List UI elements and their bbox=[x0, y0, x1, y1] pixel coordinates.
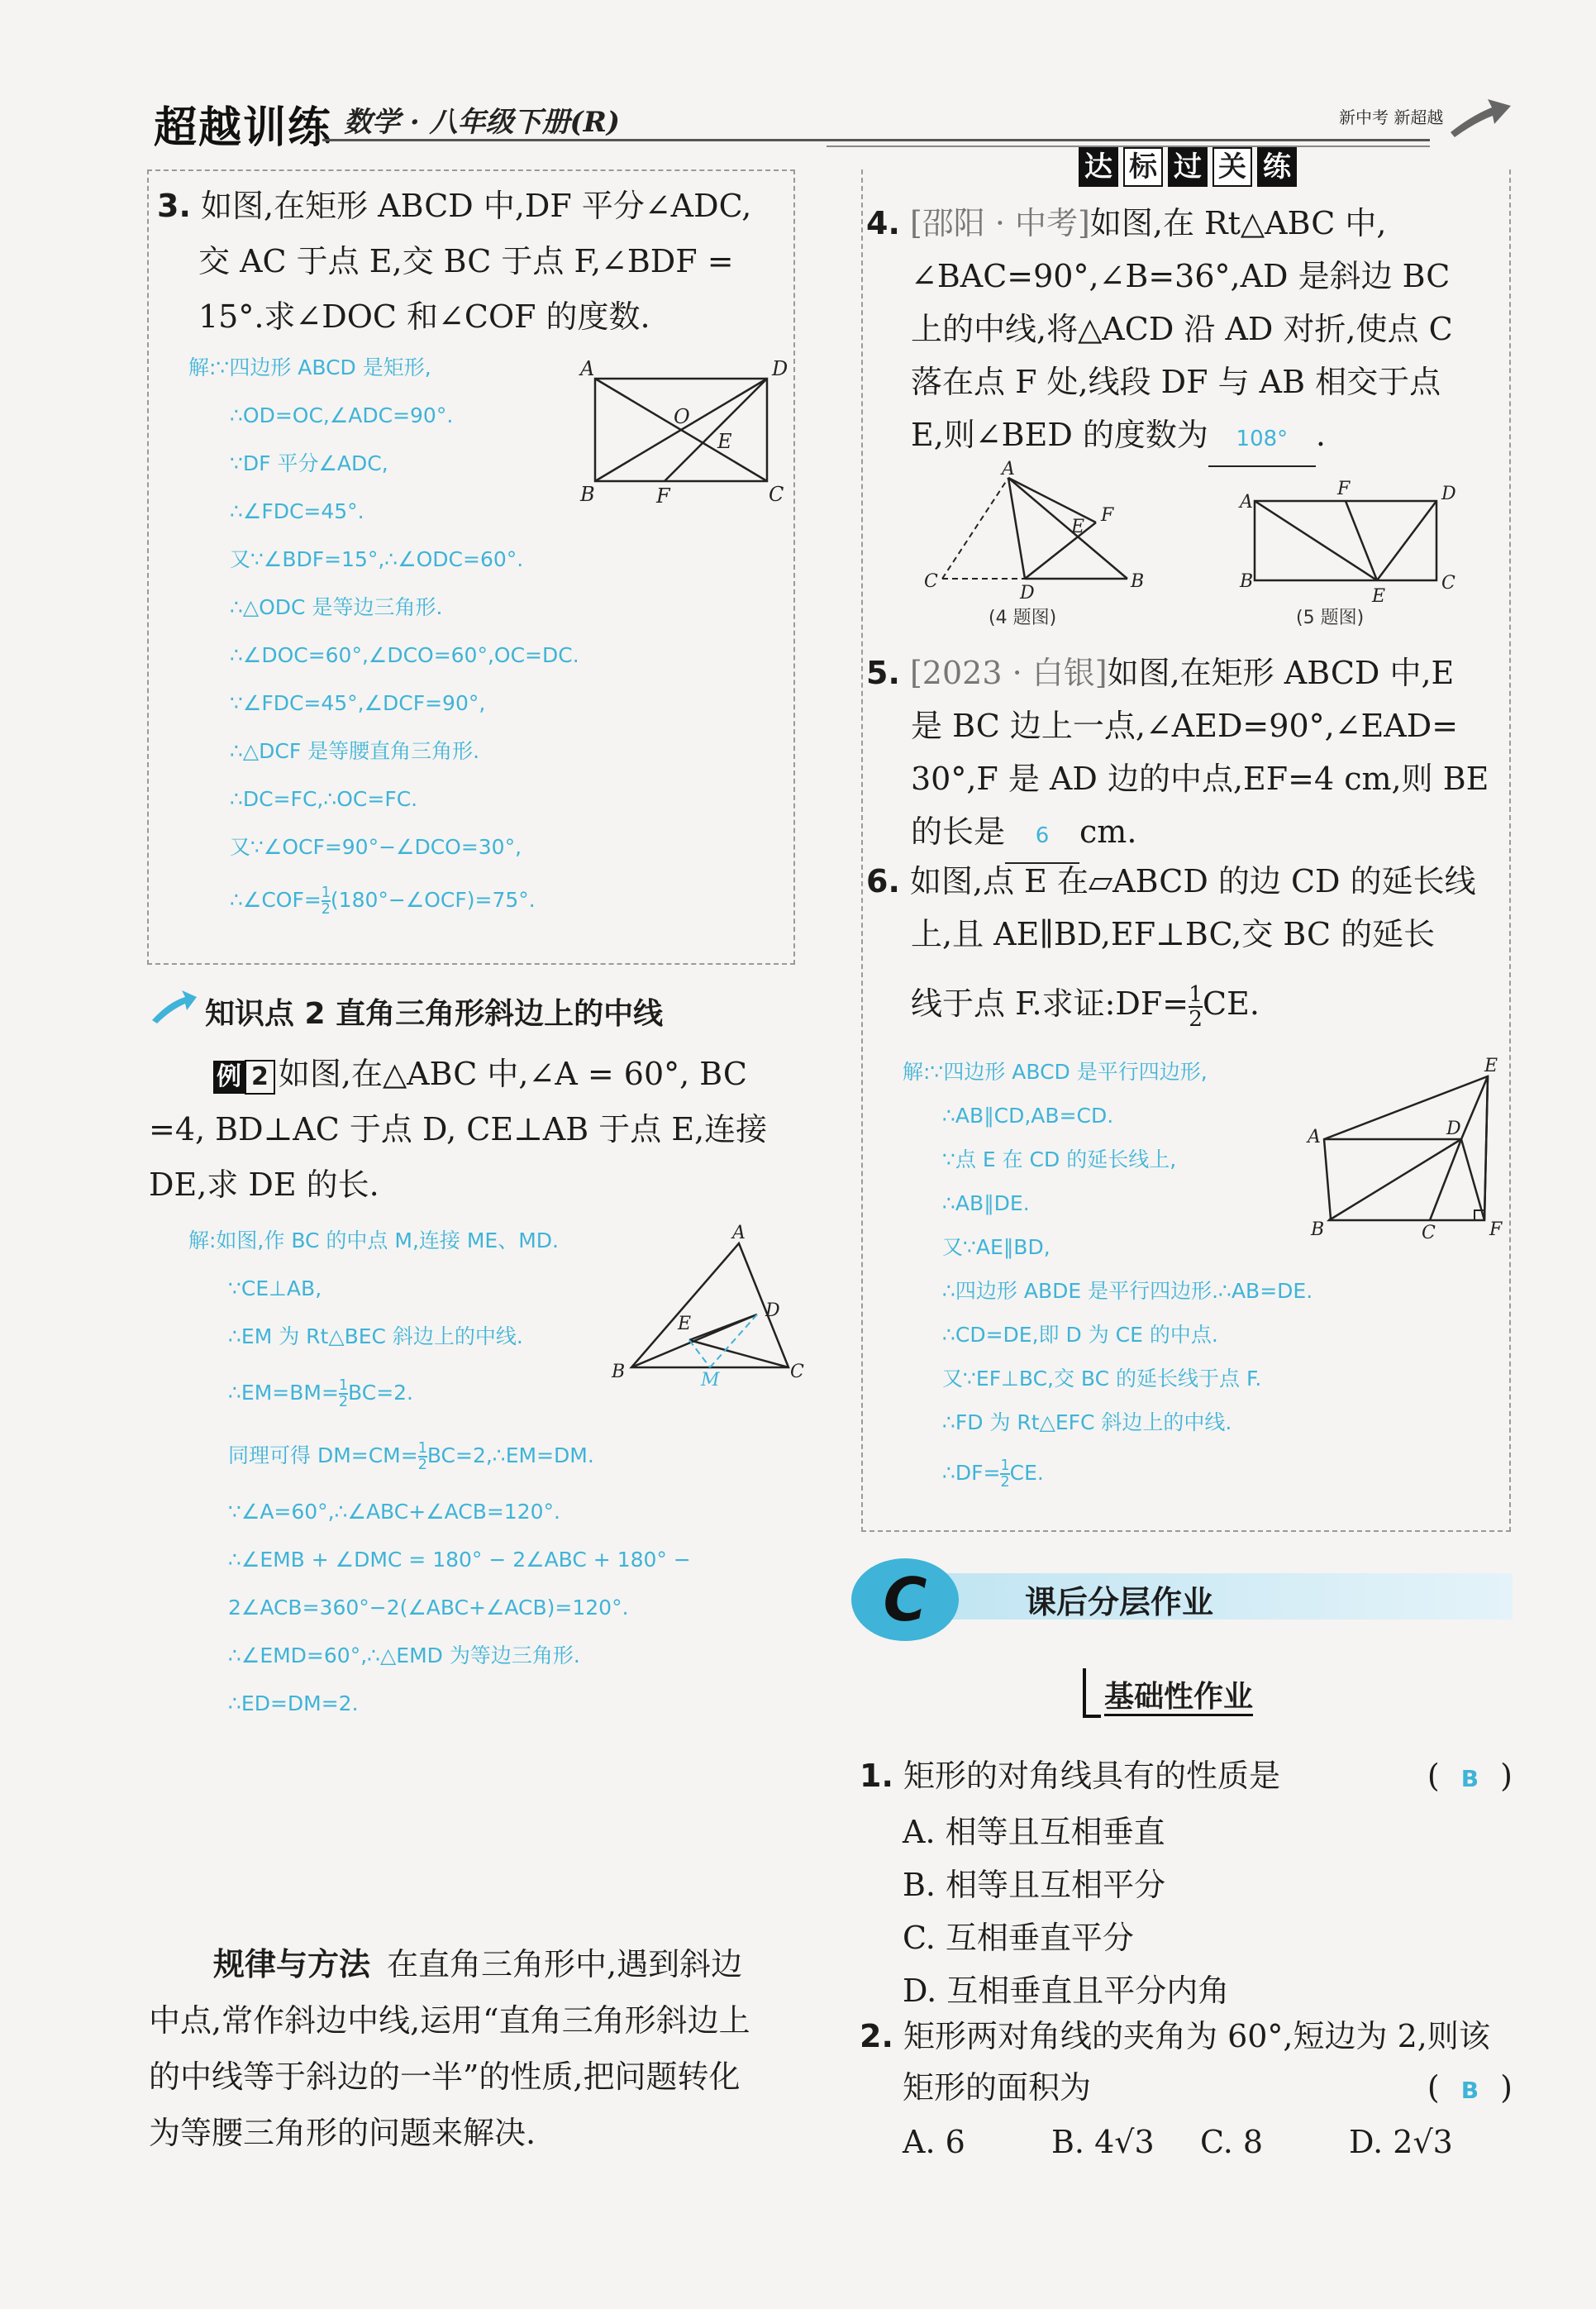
fig4-ac-dashed bbox=[942, 478, 1008, 579]
fig6-label-b: B bbox=[1311, 1219, 1325, 1240]
q3-sol-line: ∴∠DOC=60°,∠DCO=60°,OC=DC. bbox=[230, 643, 579, 667]
q6-sol-line: 又∵AE∥BD, bbox=[942, 1235, 1051, 1259]
fig4-label-a: A bbox=[1002, 459, 1015, 479]
frac-num: 1 bbox=[321, 884, 331, 901]
ex2-label-a: A bbox=[732, 1223, 746, 1243]
method-line-2: 中点,常作斜边中线,运用“直角三角形斜边上 bbox=[149, 2002, 750, 2039]
line-de bbox=[689, 1314, 757, 1340]
fig5 bbox=[1232, 471, 1463, 628]
q5-last-pre: 的长是 bbox=[911, 813, 1006, 850]
q3-sol-line: ∴OD=OC,∠ADC=90°. bbox=[230, 403, 454, 427]
q6-sol-line: ∴四边形 ABDE 是平行四边形.∴AB=DE. bbox=[942, 1279, 1313, 1303]
q5-line-2: 是 BC 边上一点,∠AED=90°,∠EAD= bbox=[911, 708, 1459, 744]
q6-sol-line: ∴AB∥CD,AB=CD. bbox=[942, 1104, 1114, 1128]
q5-line-3: 30°,F 是 AD 边的中点,EF=4 cm,则 BE bbox=[911, 761, 1489, 797]
hw2-option: C. 8 bbox=[1200, 2124, 1264, 2160]
hw2-line-1: 矩形两对角线的夹角为 60°,短边为 2,则该 bbox=[903, 2018, 1490, 2054]
frac-num: 1 bbox=[338, 1376, 349, 1394]
ex2-sol-line: ∴∠EMB + ∠DMC = 180° − 2∠ABC + 180° − bbox=[228, 1548, 691, 1572]
hw2-options bbox=[860, 2116, 1513, 2168]
frac-den: 2 bbox=[1000, 1474, 1010, 1491]
fig5-fe bbox=[1346, 501, 1377, 580]
q3-line-3: 15°.求∠DOC 和∠COF 的度数. bbox=[198, 298, 650, 335]
fig5-label-a: A bbox=[1240, 492, 1253, 513]
q5-source: [2023 · 白银] bbox=[909, 655, 1108, 691]
ex2-tag: 例 bbox=[213, 1061, 245, 1094]
ex2-label-m: M bbox=[701, 1370, 720, 1391]
fig3-label-e: E bbox=[717, 430, 732, 453]
header-rule bbox=[322, 139, 1430, 141]
q4-line-4: 落在点 F 处,线段 DF 与 AB 相交于点 bbox=[911, 364, 1441, 400]
q6-fraction bbox=[1189, 980, 1203, 1032]
q6-last-post: CE. bbox=[1203, 985, 1260, 1022]
q6-sol-line: ∴FD 为 Rt△EFC 斜边上的中线. bbox=[942, 1410, 1232, 1434]
bracket-icon bbox=[1083, 1668, 1101, 1718]
ex2-sol-line: 2∠ACB=360°−2(∠ABC+∠ACB)=120°. bbox=[228, 1596, 629, 1620]
q3-fraction bbox=[322, 885, 331, 918]
hw1-option: D. 互相垂直且平分内角 bbox=[903, 1973, 1230, 2009]
fig6-df bbox=[1461, 1139, 1484, 1220]
q3-sol-line: ∴△ODC 是等边三角形. bbox=[230, 595, 443, 619]
hw2 bbox=[860, 2011, 1513, 2168]
fig4-label-d: D bbox=[1020, 583, 1035, 603]
method-title: 规律与方法 bbox=[213, 1946, 371, 1982]
fig4-df bbox=[1025, 522, 1096, 579]
hw2-option: B. 4√3 bbox=[1051, 2124, 1155, 2160]
ex2-label-e: E bbox=[678, 1314, 692, 1334]
q5-question bbox=[866, 646, 1511, 864]
frac-num: 1 bbox=[1000, 1457, 1010, 1474]
fig3-label-a: A bbox=[580, 357, 595, 380]
hw2-number: 2. bbox=[860, 2018, 893, 2054]
q4-source: [邵阳 · 中考] bbox=[909, 205, 1090, 241]
q6-last-pre: 线于点 F.求证:DF= bbox=[911, 985, 1189, 1022]
method-block bbox=[149, 1936, 802, 2161]
q4-line-5 bbox=[866, 408, 1511, 467]
ex2-sol-line: ∵CE⊥AB, bbox=[228, 1276, 322, 1300]
hw1-answer-paren: ( B ) bbox=[1427, 1758, 1513, 1794]
q6-sol-line: 又∵EF⊥BC,交 BC 的延长线于点 F. bbox=[942, 1367, 1262, 1391]
q3-solution bbox=[188, 344, 579, 924]
q4-last-post: . bbox=[1315, 417, 1326, 453]
hw1-option: B. 相等且互相平分 bbox=[903, 1867, 1166, 1903]
q6-question bbox=[866, 855, 1511, 1030]
fig4-label-f: F bbox=[1101, 505, 1114, 526]
q6-sol-line: ∴AB∥DE. bbox=[942, 1191, 1030, 1215]
ex2-sol-line: ∴ED=DM=2. bbox=[228, 1691, 359, 1715]
eq1-post: BC=2. bbox=[348, 1381, 413, 1405]
q4-answer: 108° bbox=[1208, 413, 1316, 467]
hw2-line-2: 矩形的面积为 bbox=[903, 2069, 1092, 2106]
q3-line-1: 如图,在矩形 ABCD 中,DF 平分∠ADC, bbox=[200, 188, 752, 224]
method-line-3: 的中线等于斜边的一半”的性质,把问题转化 bbox=[149, 2059, 741, 2095]
line-ce bbox=[689, 1340, 788, 1367]
ex2-label-b: B bbox=[612, 1362, 626, 1382]
badge-char: 练 bbox=[1257, 147, 1297, 187]
q4-last-pre: E,则∠BED 的度数为 bbox=[911, 417, 1208, 453]
header-slogan: 新中考 新超越 bbox=[1339, 107, 1444, 127]
q3-sol-line: ∵DF 平分∠ADC, bbox=[230, 451, 388, 475]
hw1-option: A. 相等且互相垂直 bbox=[903, 1814, 1165, 1850]
fig6-ef bbox=[1484, 1076, 1488, 1220]
basic-homework-text: 基础性作业 bbox=[1104, 1680, 1253, 1716]
q3-sol-line: 又∵∠OCF=90°−∠DCO=30°, bbox=[230, 835, 522, 859]
ex2-sol-line: ∴EM 为 Rt△BEC 斜边上的中线. bbox=[228, 1324, 523, 1348]
fig4-label-c: C bbox=[924, 571, 938, 592]
q6-sol-last-post: CE. bbox=[1009, 1461, 1044, 1485]
q6-sol-last-pre: ∴DF= bbox=[942, 1461, 1001, 1485]
fig6-label-a: A bbox=[1308, 1127, 1321, 1147]
ex2-sol-line: ∵∠A=60°,∴∠ABC+∠ACB=120°. bbox=[228, 1500, 560, 1524]
ex2-sol-line: 解:如图,作 BC 的中点 M,连接 ME、MD. bbox=[188, 1228, 559, 1252]
ex2-figure bbox=[603, 1220, 804, 1391]
eq1-fraction bbox=[339, 1378, 348, 1410]
q3-sol-last-post: (180°−∠OCF)=75°. bbox=[330, 888, 536, 912]
kp-arrow-icon bbox=[149, 989, 198, 1025]
fig5-label-d: D bbox=[1441, 484, 1456, 504]
hw2-option: D. 2√3 bbox=[1349, 2124, 1453, 2160]
q6-sol-fraction bbox=[1000, 1458, 1009, 1491]
fig3-label-o: O bbox=[674, 405, 690, 428]
q5-answer: 6 bbox=[1005, 809, 1079, 864]
brand-title: 超越训练 bbox=[154, 103, 333, 153]
eq1-pre: ∴EM=BM= bbox=[228, 1381, 339, 1405]
fig5-label-b: B bbox=[1240, 571, 1254, 592]
q6-sol-last bbox=[903, 1451, 1313, 1495]
fig4-label-b: B bbox=[1131, 571, 1145, 592]
frac-den: 2 bbox=[1189, 1005, 1203, 1032]
hw1-answer: B bbox=[1460, 1765, 1479, 1792]
fig6-label-f: F bbox=[1489, 1219, 1503, 1240]
subject-title: 数学 · 八年级下册(R) bbox=[344, 106, 620, 139]
q3-question bbox=[157, 179, 793, 345]
hw2-answer: B bbox=[1460, 2077, 1479, 2104]
frac-den: 2 bbox=[321, 901, 331, 918]
q3-sol-line: 又∵∠BDF=15°,∴∠ODC=60°. bbox=[230, 547, 524, 571]
ex2-question bbox=[149, 1047, 802, 1213]
fig6-label-c: C bbox=[1422, 1223, 1436, 1243]
eq2-fraction bbox=[418, 1441, 427, 1473]
ex2-sol-eq2 bbox=[188, 1432, 691, 1480]
q6-line-1: 如图,点 E 在▱ABCD 的边 CD 的延长线 bbox=[909, 863, 1476, 899]
q3-line-2: 交 AC 于点 E,交 BC 于点 F,∠BDF = bbox=[198, 243, 734, 279]
section-c-title: 课后分层作业 bbox=[1025, 1584, 1214, 1620]
q3-sol-line: ∴DC=FC,∴OC=FC. bbox=[230, 787, 418, 811]
badge-char: 标 bbox=[1123, 147, 1163, 187]
ex2-line-2: =4, BD⊥AC 于点 D, CE⊥AB 于点 E,连接 bbox=[149, 1111, 768, 1147]
badge-char: 达 bbox=[1079, 147, 1118, 187]
q4-number: 4. bbox=[866, 205, 900, 241]
q6-number: 6. bbox=[866, 863, 900, 899]
fig6-label-d: D bbox=[1446, 1119, 1461, 1139]
q6-sol-line: ∴CD=DE,即 D 为 CE 的中点. bbox=[942, 1323, 1218, 1347]
kp2-title: 知识点 2 直角三角形斜边上的中线 bbox=[205, 997, 664, 1031]
basic-homework-title bbox=[1083, 1668, 1253, 1718]
q5-number: 5. bbox=[866, 655, 900, 691]
q6-sol-line: ∵点 E 在 CD 的延长线上, bbox=[942, 1147, 1177, 1171]
fig5-label-e: E bbox=[1372, 586, 1386, 607]
ex2-line-1: 如图,在△ABC 中,∠A = 60°, BC bbox=[278, 1056, 747, 1092]
frac-den: 2 bbox=[417, 1457, 427, 1473]
fig6 bbox=[1289, 1055, 1513, 1245]
ex2-sol-line: ∴∠EMD=60°,∴△EMD 为等边三角形. bbox=[228, 1643, 580, 1667]
section-c-badge: C bbox=[851, 1558, 959, 1641]
q6-line-2: 上,且 AE∥BD,EF⊥BC,交 BC 的延长 bbox=[911, 916, 1436, 952]
hw1-question: 矩形的对角线具有的性质是 bbox=[903, 1758, 1280, 1794]
q4-line-2: ∠BAC=90°,∠B=36°,AD 是斜边 BC bbox=[911, 258, 1451, 294]
method-line-1: 在直角三角形中,遇到斜边 bbox=[387, 1946, 743, 1982]
q5-line-1: 如图,在矩形 ABCD 中,E bbox=[1107, 655, 1455, 691]
fig6-bd bbox=[1329, 1139, 1461, 1220]
ex2-label-c: C bbox=[790, 1362, 804, 1382]
hw1-option: C. 互相垂直平分 bbox=[903, 1920, 1134, 1956]
fig4 bbox=[909, 459, 1157, 628]
fig3-label-f: F bbox=[656, 484, 670, 508]
fig5-rect bbox=[1255, 501, 1436, 580]
frac-num: 1 bbox=[1189, 980, 1203, 1007]
q3-sol-line: ∴∠FDC=45°. bbox=[230, 499, 364, 523]
eq2-post: BC=2,∴EM=DM. bbox=[426, 1443, 594, 1467]
fig4-ab bbox=[1008, 478, 1127, 579]
fig4-ad bbox=[1008, 478, 1025, 579]
fig3-label-c: C bbox=[769, 483, 784, 506]
section-c bbox=[851, 1558, 1513, 1641]
fig5-ae bbox=[1255, 501, 1377, 580]
method-line-4: 为等腰三角形的问题来解决. bbox=[149, 2115, 536, 2151]
fig4-label-e: E bbox=[1071, 517, 1085, 537]
hw1 bbox=[860, 1749, 1513, 2017]
q3-sol-last-pre: ∴∠COF= bbox=[230, 888, 322, 912]
fig5-label-c: C bbox=[1441, 573, 1455, 594]
q4-line-1: 如图,在 Rt△ABC 中, bbox=[1089, 205, 1387, 241]
fig5-de bbox=[1377, 501, 1436, 580]
eq2-pre: 同理可得 DM=CM= bbox=[228, 1443, 418, 1467]
q6-sol-line: 解:∵四边形 ABCD 是平行四边形, bbox=[903, 1060, 1208, 1084]
badge-char: 过 bbox=[1168, 147, 1208, 187]
ex2-label-d: D bbox=[765, 1300, 780, 1321]
frac-den: 2 bbox=[338, 1394, 349, 1410]
fig6-label-e: E bbox=[1484, 1056, 1498, 1076]
q4-line-3: 上的中线,将△ACD 沿 AD 对折,使点 C bbox=[911, 311, 1453, 347]
q3-figure bbox=[570, 355, 793, 508]
fig5-label-f: F bbox=[1337, 479, 1351, 499]
fig3-label-d: D bbox=[772, 357, 788, 380]
fig4-caption: (4 题图) bbox=[989, 608, 1057, 628]
badge-char: 关 bbox=[1212, 147, 1252, 187]
fig3-label-b: B bbox=[580, 483, 595, 506]
frac-num: 1 bbox=[417, 1439, 427, 1457]
ex2-line-3: DE,求 DE 的长. bbox=[149, 1166, 379, 1203]
hw2-option: A. 6 bbox=[903, 2124, 965, 2160]
hw2-answer-paren: ( B ) bbox=[1427, 2069, 1513, 2106]
q4-question bbox=[866, 197, 1511, 467]
q3-sol-line: 解:∵四边形 ABCD 是矩形, bbox=[188, 355, 431, 379]
q6-solution bbox=[903, 1050, 1313, 1495]
ex2-tag-num: 2 bbox=[245, 1060, 275, 1095]
fig5-caption: (5 题图) bbox=[1296, 608, 1365, 628]
q3-number: 3. bbox=[157, 188, 191, 224]
q3-sol-line: ∵∠FDC=45°,∠DCF=90°, bbox=[230, 691, 486, 715]
q3-sol-line: ∴△DCF 是等腰直角三角形. bbox=[230, 739, 480, 763]
fig6-dc bbox=[1430, 1139, 1461, 1220]
q5-last-post: cm. bbox=[1079, 813, 1137, 850]
header-arrow-icon bbox=[1446, 91, 1513, 141]
q6-line-3 bbox=[866, 977, 1511, 1030]
hw1-number: 1. bbox=[860, 1758, 893, 1794]
q3-sol-last bbox=[188, 876, 579, 924]
